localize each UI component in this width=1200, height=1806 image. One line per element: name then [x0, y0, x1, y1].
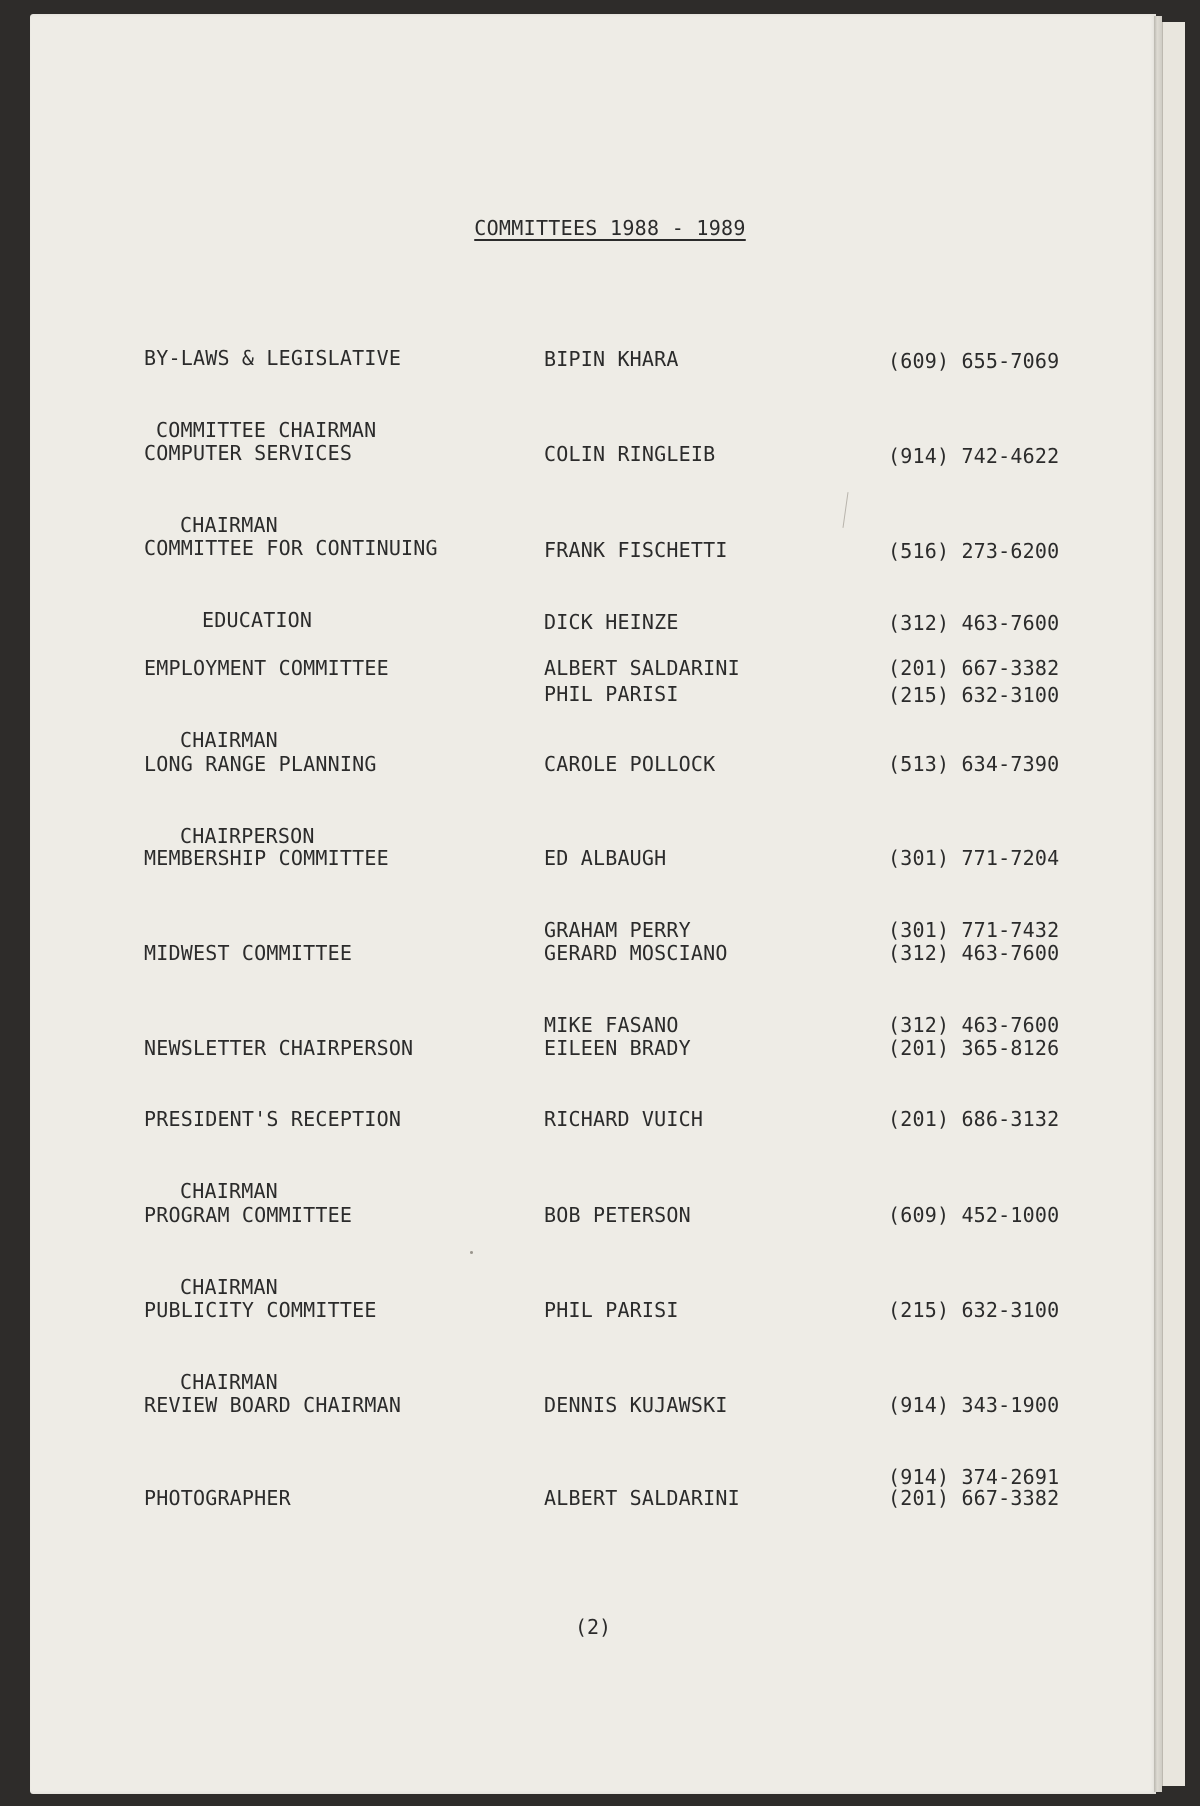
member-name: MIKE FASANO — [544, 1013, 679, 1037]
phone-number: (609) 655-7069 — [888, 349, 1060, 373]
committee-name-line: COMMITTEE FOR CONTINUING — [144, 536, 438, 560]
committee-name-line: CHAIRPERSON — [180, 824, 315, 848]
committee-name-line: PRESIDENT'S RECEPTION — [144, 1107, 402, 1131]
committee-name-line: CHAIRMAN — [180, 1370, 278, 1394]
page-title — [30, 216, 1156, 240]
committee-name-line: REVIEW BOARD CHAIRMAN — [144, 1393, 402, 1417]
member-name: CAROLE POLLOCK — [544, 752, 716, 776]
phone-number: (609) 452-1000 — [888, 1203, 1060, 1227]
member-name: DENNIS KUJAWSKI — [544, 1393, 728, 1417]
adjacent-page-edge — [1162, 22, 1185, 1786]
phone-number: (201) 667-3382 — [888, 1486, 1060, 1510]
member-name: GRAHAM PERRY — [544, 918, 691, 942]
document-page — [30, 14, 1156, 1794]
member-name: PHIL PARISI — [544, 682, 679, 706]
paper-speck — [470, 1251, 473, 1254]
committee-name-line: CHAIRMAN — [180, 513, 278, 537]
committee-name-line: COMPUTER SERVICES — [144, 441, 353, 465]
phone-number: (914) 343-1900 — [888, 1393, 1060, 1417]
committee-name-line: CHAIRMAN — [180, 1275, 278, 1299]
committee-name-line: PUBLICITY COMMITTEE — [144, 1298, 377, 1322]
phone-number: (201) 686-3132 — [888, 1107, 1060, 1131]
member-name: DICK HEINZE — [544, 610, 679, 634]
committee-members — [544, 1438, 874, 1558]
committee-name-line: BY-LAWS & LEGISLATIVE — [144, 346, 402, 370]
member-name: ALBERT SALDARINI — [544, 1486, 740, 1510]
committee-phones — [888, 1438, 1108, 1558]
committee-name-line: PROGRAM COMMITTEE — [144, 1203, 353, 1227]
committee-name-line: EMPLOYMENT COMMITTEE — [144, 656, 389, 680]
page-number: (2) — [574, 1615, 612, 1639]
phone-number: (513) 634-7390 — [888, 752, 1060, 776]
phone-number: (301) 771-7204 — [888, 846, 1060, 870]
member-name: PHIL PARISI — [544, 1298, 679, 1322]
committee-name-line: CHAIRMAN — [180, 1179, 278, 1203]
committee-name-line: COMMITTEE CHAIRMAN — [156, 418, 377, 442]
phone-number: (201) 667-3382 — [888, 656, 1060, 680]
phone-number: (301) 771-7432 — [888, 918, 1060, 942]
committee-name-line: CHAIRMAN — [180, 728, 278, 752]
committee-name-line: NEWSLETTER CHAIRPERSON — [144, 1036, 414, 1060]
binding-fold — [1154, 16, 1162, 1792]
phone-number: (914) 742-4622 — [888, 444, 1060, 468]
committee-name-line: PHOTOGRAPHER — [144, 1486, 291, 1510]
phone-number: (215) 632-3100 — [888, 1298, 1060, 1322]
member-name: ALBERT SALDARINI — [544, 656, 740, 680]
phone-number: (312) 463-7600 — [888, 941, 1060, 965]
page-title-text: COMMITTEES 1988 - 1989 — [474, 216, 746, 240]
member-name: RICHARD VUICH — [544, 1107, 704, 1131]
member-name: BIPIN KHARA — [544, 347, 679, 371]
member-name: COLIN RINGLEIB — [544, 442, 716, 466]
committee-name-line: MIDWEST COMMITTEE — [144, 941, 353, 965]
member-name: FRANK FISCHETTI — [544, 538, 728, 562]
phone-number: (215) 632-3100 — [888, 683, 1060, 707]
phone-number: (312) 463-7600 — [888, 1013, 1060, 1037]
phone-number: (201) 365-8126 — [888, 1036, 1060, 1060]
phone-number: (516) 273-6200 — [888, 539, 1060, 563]
member-name: ED ALBAUGH — [544, 846, 667, 870]
committee-name-line: LONG RANGE PLANNING — [144, 752, 377, 776]
phone-number: (312) 463-7600 — [888, 611, 1060, 635]
member-name: EILEEN BRADY — [544, 1036, 691, 1060]
committee-name-line: EDUCATION — [202, 608, 313, 632]
member-name: BOB PETERSON — [544, 1203, 691, 1227]
committee-name — [144, 1438, 524, 1558]
committee-name-line: MEMBERSHIP COMMITTEE — [144, 846, 389, 870]
member-name: GERARD MOSCIANO — [544, 941, 728, 965]
phone-number: (914) 374-2691 — [888, 1465, 1060, 1489]
